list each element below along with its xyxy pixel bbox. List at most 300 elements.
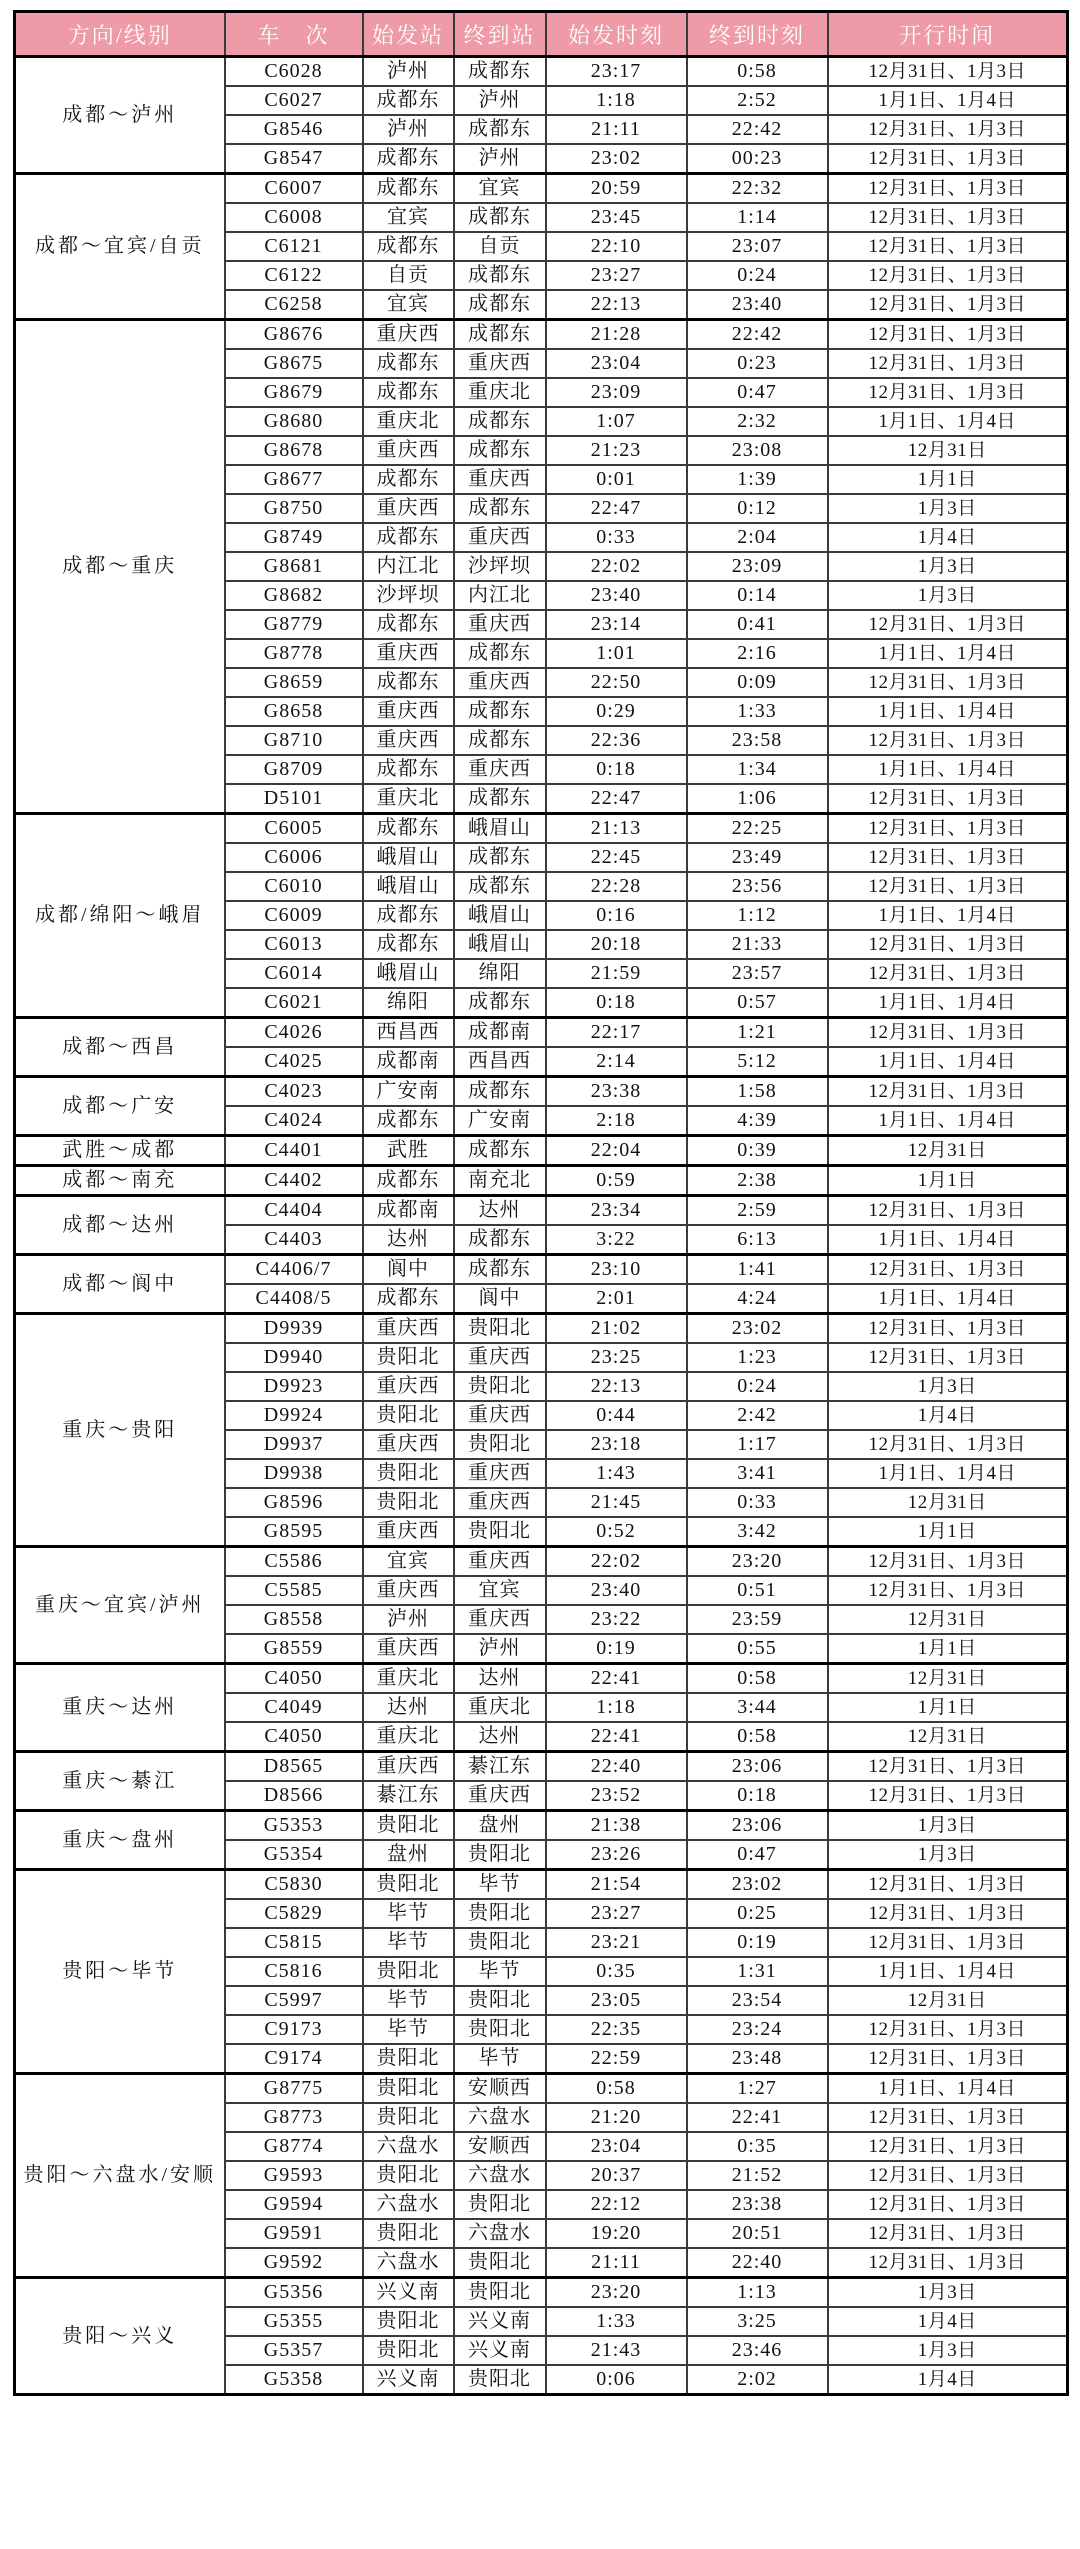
operating-dates-cell: 12月31日、1月3日 (828, 2248, 1068, 2278)
operating-dates-cell: 1月1日、1月4日 (828, 755, 1068, 784)
origin-cell: 贵阳北 (363, 1343, 454, 1372)
depart-time-cell: 2:14 (546, 1047, 687, 1077)
arrive-time-cell: 23:06 (687, 1811, 828, 1841)
depart-time-cell: 0:33 (546, 523, 687, 552)
depart-time-cell: 23:14 (546, 610, 687, 639)
origin-cell: 重庆西 (363, 639, 454, 668)
train-no-cell: G8749 (225, 523, 363, 552)
depart-time-cell: 1:07 (546, 407, 687, 436)
depart-time-cell: 1:18 (546, 1693, 687, 1722)
train-no-cell: C6014 (225, 959, 363, 988)
table-row (15, 1255, 1068, 1285)
origin-cell: 贵阳北 (363, 1488, 454, 1517)
depart-time-cell: 23:26 (546, 1840, 687, 1870)
depart-time-cell: 22:13 (546, 1372, 687, 1401)
destination-cell: 成都东 (454, 203, 546, 232)
arrive-time-cell: 1:23 (687, 1343, 828, 1372)
operating-dates-cell: 12月31日 (828, 1136, 1068, 1166)
origin-cell: 毕节 (363, 2015, 454, 2044)
arrive-time-cell: 2:38 (687, 1166, 828, 1196)
operating-dates-cell: 12月31日、1月3日 (828, 1343, 1068, 1372)
train-no-cell: C5585 (225, 1576, 363, 1605)
train-no-cell: G8659 (225, 668, 363, 697)
table-row (15, 1196, 1068, 1226)
direction-cell: 贵阳～兴义 (15, 2278, 225, 2395)
arrive-time-cell: 0:19 (687, 1928, 828, 1957)
depart-time-cell: 20:37 (546, 2161, 687, 2190)
destination-cell: 成都东 (454, 57, 546, 87)
table-row (15, 320, 1068, 350)
destination-cell: 六盘水 (454, 2103, 546, 2132)
arrive-time-cell: 4:39 (687, 1106, 828, 1136)
origin-cell: 重庆北 (363, 407, 454, 436)
depart-time-cell: 0:18 (546, 755, 687, 784)
depart-time-cell: 22:10 (546, 232, 687, 261)
destination-cell: 宜宾 (454, 174, 546, 204)
train-no-cell: G8677 (225, 465, 363, 494)
arrive-time-cell: 0:24 (687, 261, 828, 290)
depart-time-cell: 23:34 (546, 1196, 687, 1226)
depart-time-cell: 22:35 (546, 2015, 687, 2044)
arrive-time-cell: 0:57 (687, 988, 828, 1018)
destination-cell: 綦江东 (454, 1752, 546, 1782)
destination-cell: 重庆西 (454, 465, 546, 494)
arrive-time-cell: 1:27 (687, 2074, 828, 2104)
arrive-time-cell: 3:44 (687, 1693, 828, 1722)
arrive-time-cell: 1:33 (687, 697, 828, 726)
depart-time-cell: 0:35 (546, 1957, 687, 1986)
operating-dates-cell: 12月31日、1月3日 (828, 320, 1068, 350)
train-no-cell: C6122 (225, 261, 363, 290)
operating-dates-cell: 12月31日、1月3日 (828, 1255, 1068, 1285)
arrive-time-cell: 23:58 (687, 726, 828, 755)
destination-cell: 成都东 (454, 261, 546, 290)
origin-cell: 成都东 (363, 901, 454, 930)
destination-cell: 成都东 (454, 784, 546, 814)
depart-time-cell: 22:02 (546, 552, 687, 581)
arrive-time-cell: 22:41 (687, 2103, 828, 2132)
destination-cell: 贵阳北 (454, 2278, 546, 2308)
depart-time-cell: 23:38 (546, 1077, 687, 1107)
depart-time-cell: 23:20 (546, 2278, 687, 2308)
origin-cell: 重庆西 (363, 697, 454, 726)
origin-cell: 成都东 (363, 814, 454, 844)
operating-dates-cell: 12月31日、1月3日 (828, 203, 1068, 232)
origin-cell: 綦江东 (363, 1781, 454, 1811)
origin-cell: 峨眉山 (363, 959, 454, 988)
arrive-time-cell: 23:08 (687, 436, 828, 465)
destination-cell: 贵阳北 (454, 1899, 546, 1928)
origin-cell: 重庆西 (363, 1314, 454, 1344)
operating-dates-cell: 1月1日 (828, 1634, 1068, 1664)
depart-time-cell: 2:01 (546, 1284, 687, 1314)
arrive-time-cell: 0:58 (687, 1664, 828, 1694)
operating-dates-cell: 1月1日 (828, 465, 1068, 494)
operating-dates-cell: 1月1日 (828, 1693, 1068, 1722)
destination-cell: 成都东 (454, 1077, 546, 1107)
origin-cell: 贵阳北 (363, 2307, 454, 2336)
origin-cell: 成都东 (363, 668, 454, 697)
arrive-time-cell: 0:39 (687, 1136, 828, 1166)
train-no-cell: C4050 (225, 1722, 363, 1752)
arrive-time-cell: 21:52 (687, 2161, 828, 2190)
destination-cell: 南充北 (454, 1166, 546, 1196)
arrive-time-cell: 2:16 (687, 639, 828, 668)
origin-cell: 贵阳北 (363, 2336, 454, 2365)
column-header-arrive-time: 终到时刻 (687, 12, 828, 57)
origin-cell: 宜宾 (363, 203, 454, 232)
operating-dates-cell: 12月31日、1月3日 (828, 1928, 1068, 1957)
train-no-cell: G8778 (225, 639, 363, 668)
train-no-cell: D9923 (225, 1372, 363, 1401)
destination-cell: 泸州 (454, 1634, 546, 1664)
train-no-cell: G8709 (225, 755, 363, 784)
table-row (15, 1664, 1068, 1694)
arrive-time-cell: 2:42 (687, 1401, 828, 1430)
origin-cell: 重庆西 (363, 436, 454, 465)
arrive-time-cell: 22:40 (687, 2248, 828, 2278)
direction-cell: 武胜～成都 (15, 1136, 225, 1166)
origin-cell: 宜宾 (363, 1547, 454, 1577)
arrive-time-cell: 23:40 (687, 290, 828, 320)
arrive-time-cell: 0:23 (687, 349, 828, 378)
arrive-time-cell: 23:07 (687, 232, 828, 261)
origin-cell: 达州 (363, 1693, 454, 1722)
train-no-cell: G5357 (225, 2336, 363, 2365)
destination-cell: 重庆西 (454, 1401, 546, 1430)
depart-time-cell: 22:40 (546, 1752, 687, 1782)
arrive-time-cell: 0:51 (687, 1576, 828, 1605)
arrive-time-cell: 23:09 (687, 552, 828, 581)
arrive-time-cell: 1:13 (687, 2278, 828, 2308)
origin-cell: 内江北 (363, 552, 454, 581)
destination-cell: 贵阳北 (454, 1372, 546, 1401)
depart-time-cell: 0:18 (546, 988, 687, 1018)
arrive-time-cell: 23:48 (687, 2044, 828, 2074)
train-no-cell: C5816 (225, 1957, 363, 1986)
operating-dates-cell: 12月31日、1月3日 (828, 1196, 1068, 1226)
origin-cell: 峨眉山 (363, 872, 454, 901)
train-no-cell: G5353 (225, 1811, 363, 1841)
origin-cell: 重庆北 (363, 1664, 454, 1694)
operating-dates-cell: 12月31日、1月3日 (828, 843, 1068, 872)
arrive-time-cell: 23:46 (687, 2336, 828, 2365)
arrive-time-cell: 23:24 (687, 2015, 828, 2044)
depart-time-cell: 23:45 (546, 203, 687, 232)
depart-time-cell: 21:54 (546, 1870, 687, 1900)
train-no-cell: C6021 (225, 988, 363, 1018)
direction-cell: 成都～阆中 (15, 1255, 225, 1314)
train-no-cell: C6121 (225, 232, 363, 261)
operating-dates-cell: 1月1日、1月4日 (828, 86, 1068, 115)
destination-cell: 重庆西 (454, 610, 546, 639)
destination-cell: 成都东 (454, 407, 546, 436)
train-no-cell: C5829 (225, 1899, 363, 1928)
destination-cell: 盘州 (454, 1811, 546, 1841)
train-no-cell: C6258 (225, 290, 363, 320)
operating-dates-cell: 12月31日 (828, 1986, 1068, 2015)
origin-cell: 成都东 (363, 174, 454, 204)
arrive-time-cell: 0:25 (687, 1899, 828, 1928)
direction-cell: 成都～南充 (15, 1166, 225, 1196)
train-no-cell: C4404 (225, 1196, 363, 1226)
depart-time-cell: 22:28 (546, 872, 687, 901)
arrive-time-cell: 0:24 (687, 1372, 828, 1401)
train-no-cell: C4402 (225, 1166, 363, 1196)
origin-cell: 广安南 (363, 1077, 454, 1107)
destination-cell: 成都东 (454, 320, 546, 350)
depart-time-cell: 21:45 (546, 1488, 687, 1517)
origin-cell: 泸州 (363, 1605, 454, 1634)
destination-cell: 重庆西 (454, 1459, 546, 1488)
operating-dates-cell: 12月31日、1月3日 (828, 1018, 1068, 1048)
operating-dates-cell: 12月31日、1月3日 (828, 349, 1068, 378)
operating-dates-cell: 1月4日 (828, 2307, 1068, 2336)
origin-cell: 贵阳北 (363, 2219, 454, 2248)
destination-cell: 重庆西 (454, 668, 546, 697)
operating-dates-cell: 12月31日、1月3日 (828, 668, 1068, 697)
origin-cell: 重庆西 (363, 1576, 454, 1605)
arrive-time-cell: 2:59 (687, 1196, 828, 1226)
arrive-time-cell: 1:58 (687, 1077, 828, 1107)
operating-dates-cell: 1月1日、1月4日 (828, 697, 1068, 726)
train-no-cell: G8773 (225, 2103, 363, 2132)
destination-cell: 成都东 (454, 697, 546, 726)
origin-cell: 成都东 (363, 465, 454, 494)
depart-time-cell: 23:22 (546, 1605, 687, 1634)
table-row (15, 2278, 1068, 2308)
train-no-cell: G8546 (225, 115, 363, 144)
operating-dates-cell: 12月31日、1月3日 (828, 2044, 1068, 2074)
destination-cell: 成都东 (454, 726, 546, 755)
operating-dates-cell: 12月31日、1月3日 (828, 1314, 1068, 1344)
train-no-cell: C4026 (225, 1018, 363, 1048)
train-no-cell: D9940 (225, 1343, 363, 1372)
arrive-time-cell: 4:24 (687, 1284, 828, 1314)
train-no-cell: G8680 (225, 407, 363, 436)
destination-cell: 毕节 (454, 2044, 546, 2074)
depart-time-cell: 0:44 (546, 1401, 687, 1430)
train-no-cell: D8565 (225, 1752, 363, 1782)
depart-time-cell: 22:41 (546, 1722, 687, 1752)
direction-cell: 贵阳～毕节 (15, 1870, 225, 2074)
arrive-time-cell: 0:55 (687, 1634, 828, 1664)
operating-dates-cell: 1月1日、1月4日 (828, 407, 1068, 436)
operating-dates-cell: 12月31日 (828, 436, 1068, 465)
train-no-cell: C4401 (225, 1136, 363, 1166)
arrive-time-cell: 2:52 (687, 86, 828, 115)
depart-time-cell: 23:18 (546, 1430, 687, 1459)
depart-time-cell: 22:50 (546, 668, 687, 697)
table-row (15, 2074, 1068, 2104)
operating-dates-cell: 12月31日、1月3日 (828, 959, 1068, 988)
destination-cell: 峨眉山 (454, 930, 546, 959)
depart-time-cell: 0:59 (546, 1166, 687, 1196)
train-no-cell: C6006 (225, 843, 363, 872)
origin-cell: 绵阳 (363, 988, 454, 1018)
arrive-time-cell: 23:49 (687, 843, 828, 872)
destination-cell: 重庆西 (454, 349, 546, 378)
arrive-time-cell: 20:51 (687, 2219, 828, 2248)
header-row (15, 12, 1068, 57)
origin-cell: 重庆西 (363, 1372, 454, 1401)
train-no-cell: C4408/5 (225, 1284, 363, 1314)
arrive-time-cell: 00:23 (687, 144, 828, 174)
depart-time-cell: 19:20 (546, 2219, 687, 2248)
origin-cell: 贵阳北 (363, 2044, 454, 2074)
operating-dates-cell: 12月31日、1月3日 (828, 115, 1068, 144)
arrive-time-cell: 23:02 (687, 1870, 828, 1900)
train-no-cell: G8547 (225, 144, 363, 174)
origin-cell: 成都东 (363, 86, 454, 115)
train-no-cell: D9937 (225, 1430, 363, 1459)
origin-cell: 毕节 (363, 1928, 454, 1957)
destination-cell: 兴义南 (454, 2307, 546, 2336)
direction-cell: 成都～泸州 (15, 57, 225, 174)
train-no-cell: G8775 (225, 2074, 363, 2104)
depart-time-cell: 1:18 (546, 86, 687, 115)
depart-time-cell: 22:45 (546, 843, 687, 872)
timetable-body (15, 57, 1068, 2395)
operating-dates-cell: 12月31日、1月3日 (828, 2132, 1068, 2161)
operating-dates-cell: 1月1日、1月4日 (828, 1459, 1068, 1488)
destination-cell: 成都东 (454, 494, 546, 523)
operating-dates-cell: 1月3日 (828, 1372, 1068, 1401)
operating-dates-cell: 12月31日、1月3日 (828, 1781, 1068, 1811)
origin-cell: 重庆西 (363, 1634, 454, 1664)
destination-cell: 泸州 (454, 144, 546, 174)
operating-dates-cell: 1月1日、1月4日 (828, 1957, 1068, 1986)
origin-cell: 成都东 (363, 1284, 454, 1314)
origin-cell: 成都南 (363, 1196, 454, 1226)
operating-dates-cell: 1月1日、1月4日 (828, 901, 1068, 930)
operating-dates-cell: 12月31日、1月3日 (828, 930, 1068, 959)
operating-dates-cell: 12月31日、1月3日 (828, 610, 1068, 639)
destination-cell: 峨眉山 (454, 814, 546, 844)
operating-dates-cell: 12月31日、1月3日 (828, 1752, 1068, 1782)
origin-cell: 峨眉山 (363, 843, 454, 872)
arrive-time-cell: 23:02 (687, 1314, 828, 1344)
train-no-cell: G8681 (225, 552, 363, 581)
depart-time-cell: 21:11 (546, 2248, 687, 2278)
depart-time-cell: 21:28 (546, 320, 687, 350)
operating-dates-cell: 12月31日 (828, 1664, 1068, 1694)
operating-dates-cell: 12月31日、1月3日 (828, 1430, 1068, 1459)
destination-cell: 成都南 (454, 1018, 546, 1048)
operating-dates-cell: 12月31日、1月3日 (828, 784, 1068, 814)
depart-time-cell: 21:20 (546, 2103, 687, 2132)
depart-time-cell: 21:43 (546, 2336, 687, 2365)
destination-cell: 重庆西 (454, 755, 546, 784)
table-row (15, 1547, 1068, 1577)
destination-cell: 重庆西 (454, 1547, 546, 1577)
train-no-cell: G9591 (225, 2219, 363, 2248)
destination-cell: 广安南 (454, 1106, 546, 1136)
origin-cell: 贵阳北 (363, 1870, 454, 1900)
operating-dates-cell: 1月1日、1月4日 (828, 1047, 1068, 1077)
table-row (15, 57, 1068, 87)
origin-cell: 自贡 (363, 261, 454, 290)
train-no-cell: C9173 (225, 2015, 363, 2044)
arrive-time-cell: 1:17 (687, 1430, 828, 1459)
column-header-operating-dates: 开行时间 (828, 12, 1068, 57)
train-no-cell: G8596 (225, 1488, 363, 1517)
train-no-cell: G5355 (225, 2307, 363, 2336)
origin-cell: 成都南 (363, 1047, 454, 1077)
arrive-time-cell: 5:12 (687, 1047, 828, 1077)
depart-time-cell: 21:38 (546, 1811, 687, 1841)
train-no-cell: D9938 (225, 1459, 363, 1488)
train-no-cell: G8779 (225, 610, 363, 639)
depart-time-cell: 23:21 (546, 1928, 687, 1957)
depart-time-cell: 22:36 (546, 726, 687, 755)
origin-cell: 重庆西 (363, 320, 454, 350)
train-no-cell: D8566 (225, 1781, 363, 1811)
depart-time-cell: 23:04 (546, 349, 687, 378)
origin-cell: 成都东 (363, 930, 454, 959)
arrive-time-cell: 1:34 (687, 755, 828, 784)
destination-cell: 成都东 (454, 436, 546, 465)
arrive-time-cell: 1:14 (687, 203, 828, 232)
train-no-cell: D9939 (225, 1314, 363, 1344)
destination-cell: 绵阳 (454, 959, 546, 988)
operating-dates-cell: 12月31日、1月3日 (828, 726, 1068, 755)
train-no-cell: C6010 (225, 872, 363, 901)
operating-dates-cell: 1月4日 (828, 2365, 1068, 2395)
train-no-cell: G8558 (225, 1605, 363, 1634)
arrive-time-cell: 1:06 (687, 784, 828, 814)
origin-cell: 毕节 (363, 1899, 454, 1928)
train-no-cell: C4024 (225, 1106, 363, 1136)
arrive-time-cell: 0:33 (687, 1488, 828, 1517)
destination-cell: 重庆北 (454, 1693, 546, 1722)
arrive-time-cell: 1:41 (687, 1255, 828, 1285)
origin-cell: 成都东 (363, 378, 454, 407)
depart-time-cell: 22:59 (546, 2044, 687, 2074)
origin-cell: 沙坪坝 (363, 581, 454, 610)
train-no-cell: G8675 (225, 349, 363, 378)
arrive-time-cell: 0:41 (687, 610, 828, 639)
direction-cell: 成都～重庆 (15, 320, 225, 814)
origin-cell: 重庆北 (363, 784, 454, 814)
origin-cell: 成都东 (363, 144, 454, 174)
arrive-time-cell: 0:58 (687, 57, 828, 87)
train-no-cell: G8710 (225, 726, 363, 755)
train-no-cell: C6005 (225, 814, 363, 844)
destination-cell: 重庆西 (454, 523, 546, 552)
operating-dates-cell: 1月1日、1月4日 (828, 1284, 1068, 1314)
direction-cell: 成都～广安 (15, 1077, 225, 1136)
depart-time-cell: 23:27 (546, 261, 687, 290)
operating-dates-cell: 1月1日 (828, 1166, 1068, 1196)
destination-cell: 重庆西 (454, 1605, 546, 1634)
destination-cell: 泸州 (454, 86, 546, 115)
depart-time-cell: 23:40 (546, 1576, 687, 1605)
destination-cell: 沙坪坝 (454, 552, 546, 581)
destination-cell: 贵阳北 (454, 2190, 546, 2219)
operating-dates-cell: 12月31日、1月3日 (828, 2219, 1068, 2248)
depart-time-cell: 0:29 (546, 697, 687, 726)
train-no-cell: G8676 (225, 320, 363, 350)
operating-dates-cell: 1月4日 (828, 1401, 1068, 1430)
depart-time-cell: 21:13 (546, 814, 687, 844)
operating-dates-cell: 12月31日、1月3日 (828, 290, 1068, 320)
arrive-time-cell: 22:42 (687, 320, 828, 350)
operating-dates-cell: 12月31日、1月3日 (828, 2015, 1068, 2044)
arrive-time-cell: 3:25 (687, 2307, 828, 2336)
arrive-time-cell: 0:14 (687, 581, 828, 610)
destination-cell: 贵阳北 (454, 2015, 546, 2044)
